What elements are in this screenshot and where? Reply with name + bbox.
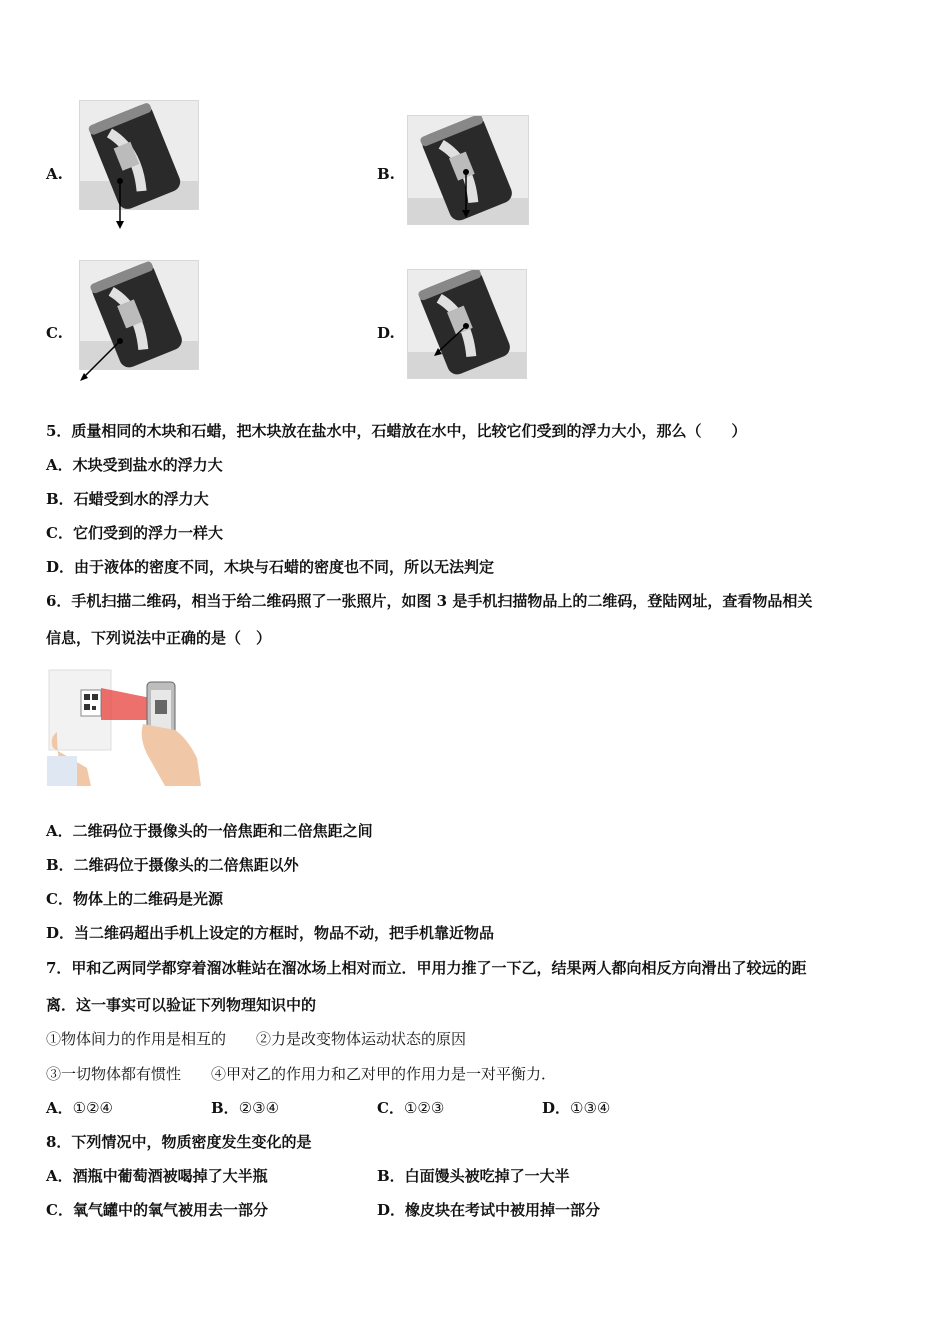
q7-stem-line1: 7．甲和乙两同学都穿着溜冰鞋站在溜冰场上相对而立．甲用力推了一下乙，结果两人都向相反方向滑出了较远的距 — [46, 959, 807, 977]
q5-option-d: D．由于液体的密度不同，木块与石蜡的密度也不同，所以无法判定 — [46, 558, 495, 576]
qr-scan-figure — [47, 668, 201, 786]
q7-option-d-text: ①③④ — [570, 1099, 611, 1117]
q7-option-d — [542, 1097, 610, 1118]
q5-stem: 5．质量相同的木块和石蜡，把木块放在盐水中，石蜡放在水中，比较它们受到的浮力大小，那么（ ） — [46, 422, 747, 440]
q7-statements-line1: ①物体间力的作用是相互的 ②力是改变物体运动状态的原因 — [46, 1030, 467, 1048]
q7-option-c — [377, 1097, 444, 1118]
can-figure-a — [79, 100, 199, 210]
q5-option-a: A．木块受到盐水的浮力大 — [46, 456, 223, 474]
q8-option-d: D．橡皮块在考试中被用掉一部分 — [377, 1201, 601, 1219]
q7-option-a-letter: A． — [46, 1099, 73, 1117]
q6-option-d: D．当二维码超出手机上设定的方框时，物品不动，把手机靠近物品 — [46, 924, 495, 942]
q6-option-a: A．二维码位于摄像头的一倍焦距和二倍焦距之间 — [46, 822, 373, 840]
q6-stem-line2: 信息，下列说法中正确的是（ ） — [46, 629, 272, 647]
q6-stem-line1: 6．手机扫描二维码，相当于给二维码照了一张照片，如图 3 是手机扫描物品上的二维码，登陆网址，查看物品相关 — [46, 592, 813, 610]
q7-option-b — [211, 1097, 279, 1118]
q8-stem: 8．下列情况中，物质密度发生变化的是 — [46, 1133, 312, 1151]
q4-option-a-label: A. — [46, 165, 63, 183]
q4-option-d-label: D. — [377, 324, 395, 342]
q7-option-b-letter: B． — [211, 1099, 239, 1117]
q7-statements-line2: ③一切物体都有惯性 ④甲对乙的作用力和乙对甲的作用力是一对平衡力． — [46, 1065, 557, 1083]
q6-option-c: C．物体上的二维码是光源 — [46, 890, 223, 908]
q7-option-d-letter: D． — [542, 1099, 571, 1117]
q7-stem-line2: 离．这一事实可以验证下列物理知识中的 — [46, 996, 317, 1014]
q8-option-b: B．白面馒头被吃掉了一大半 — [377, 1167, 570, 1185]
q7-option-c-text: ①②③ — [403, 1099, 445, 1117]
q4-option-c-label: C. — [46, 324, 63, 342]
q7-option-c-letter: C． — [377, 1099, 404, 1117]
q7-option-a — [46, 1097, 113, 1118]
can-figure-b — [407, 115, 529, 225]
q8-option-c: C．氧气罐中的氧气被用去一部分 — [46, 1201, 268, 1219]
q7-option-b-text: ②③④ — [238, 1099, 280, 1117]
can-figure-c — [79, 260, 199, 370]
can-figure-d — [407, 269, 527, 379]
q4-option-b-label: B. — [377, 165, 395, 183]
q6-option-b: B．二维码位于摄像头的二倍焦距以外 — [46, 856, 299, 874]
q7-option-a-text: ①②④ — [72, 1099, 113, 1117]
q5-option-b: B．石蜡受到水的浮力大 — [46, 490, 209, 508]
q5-option-c: C．它们受到的浮力一样大 — [46, 524, 223, 542]
q8-option-a: A．酒瓶中葡萄酒被喝掉了大半瓶 — [46, 1167, 268, 1185]
